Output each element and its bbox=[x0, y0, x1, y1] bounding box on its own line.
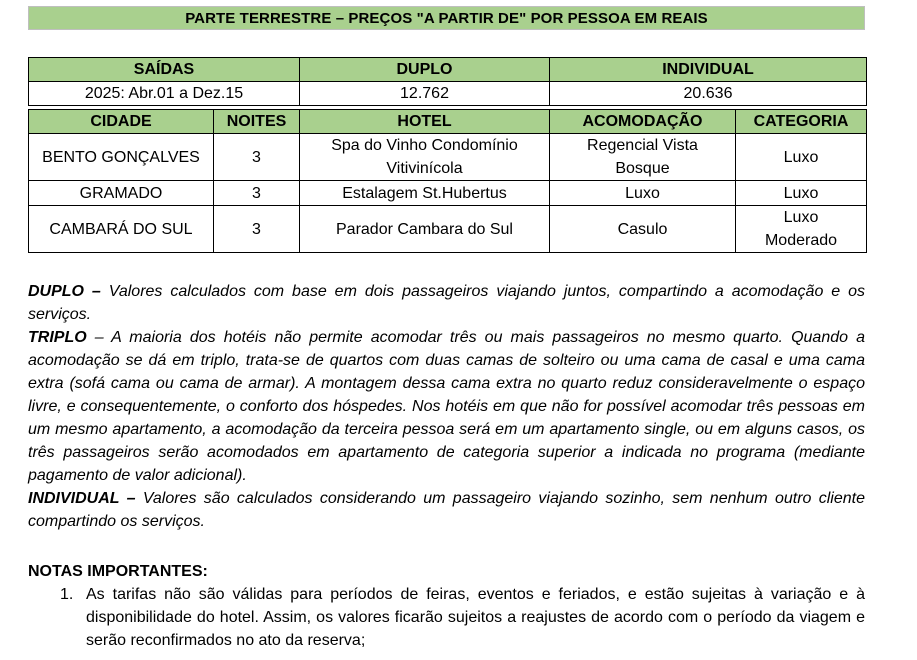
note-duplo-text: Valores calculados com base em dois passageiros viajando juntos, compartindo a acomodação e os serviços. bbox=[28, 283, 866, 323]
note-individual bbox=[28, 487, 865, 533]
note-individual-label: INDIVIDUAL – bbox=[28, 490, 136, 507]
header-categoria: CATEGORIA bbox=[736, 110, 867, 134]
header-noites: NOITES bbox=[214, 110, 300, 134]
room-type-cell: Casulo bbox=[550, 206, 736, 253]
departure-period: 2025: Abr.01 a Dez.15 bbox=[29, 82, 300, 106]
hotel-cell: Spa do Vinho Condomínio Vitivinícola bbox=[300, 134, 550, 181]
room-type-cell: Luxo bbox=[550, 181, 736, 206]
table-row bbox=[29, 206, 867, 253]
category-cell: Luxo bbox=[736, 181, 867, 206]
table-row bbox=[29, 181, 867, 206]
price-duplo: 12.762 bbox=[300, 82, 550, 106]
header-acomodacao: ACOMODAÇÃO bbox=[550, 110, 736, 134]
nights-cell: 3 bbox=[214, 181, 300, 206]
city-cell: BENTO GONÇALVES bbox=[29, 134, 214, 181]
note-duplo-label: DUPLO – bbox=[28, 283, 101, 300]
pricing-notes bbox=[28, 280, 865, 533]
important-notes-list bbox=[28, 583, 865, 652]
category-cell: Luxo Moderado bbox=[736, 206, 867, 253]
header-duplo: DUPLO bbox=[300, 58, 550, 82]
note-triplo-label: TRIPLO bbox=[28, 329, 87, 346]
note-triplo-text: – A maioria dos hotéis não permite acomodar três ou mais passageiros no mesmo quarto. Quando a acomodação se dá em triplo, trata-se de quartos com duas camas de solteiro ou uma cama de casal e uma cama extra (sofá cama ou cama de armar). A montagem dessa cama extra no quarto reduz consideravelmente o espaço livre, e consequentemente, o conforto dos hóspedes. Nos hotéis em que não for possível acomodar três pessoas em um mesmo apartamento, a acomodação da terceira pessoa será em um apartamento single, ou em alguns casos, os três passageiros serão acomodados em apartamento de categoria superior a indicada no programa (mediante pagamento de valor adicional). bbox=[28, 329, 865, 484]
header-hotel: HOTEL bbox=[300, 110, 550, 134]
price-table-row bbox=[29, 82, 867, 106]
hotel-table-header-row bbox=[29, 110, 867, 134]
nights-cell: 3 bbox=[214, 206, 300, 253]
nights-cell: 3 bbox=[214, 134, 300, 181]
hotel-cell: Estalagem St.Hubertus bbox=[300, 181, 550, 206]
price-table bbox=[28, 57, 867, 106]
category-cell: Luxo bbox=[736, 134, 867, 181]
header-individual: INDIVIDUAL bbox=[550, 58, 867, 82]
note-individual-text: Valores são calculados considerando um passageiro viajando sozinho, sem nenhum outro cliente compartindo os serviços. bbox=[28, 490, 866, 530]
hotel-table bbox=[28, 109, 867, 253]
list-item-text: As tarifas não são válidas para períodos de feiras, eventos e feriados, e estão sujeitas à variação e à disponibilidade do hotel. Assim, os valores ficarão sujeitos a reajustes de acordo com o período da viagem e serão reconfirmados no ato da reserva; bbox=[86, 586, 865, 649]
list-item bbox=[28, 583, 865, 652]
price-table-header-row bbox=[29, 58, 867, 82]
room-type-cell: Regencial Vista Bosque bbox=[550, 134, 736, 181]
header-cidade: CIDADE bbox=[29, 110, 214, 134]
important-notes-title: NOTAS IMPORTANTES: bbox=[28, 563, 208, 580]
hotel-cell: Parador Cambara do Sul bbox=[300, 206, 550, 253]
table-row bbox=[29, 134, 867, 181]
header-saidas: SAÍDAS bbox=[29, 58, 300, 82]
city-cell: CAMBARÁ DO SUL bbox=[29, 206, 214, 253]
list-item-number: 1. bbox=[60, 586, 74, 603]
note-duplo bbox=[28, 280, 865, 326]
note-triplo bbox=[28, 326, 865, 487]
price-individual: 20.636 bbox=[550, 82, 867, 106]
city-cell: GRAMADO bbox=[29, 181, 214, 206]
section-title-banner: PARTE TERRESTRE – PREÇOS "A PARTIR DE" POR PESSOA EM REAIS bbox=[28, 6, 865, 30]
